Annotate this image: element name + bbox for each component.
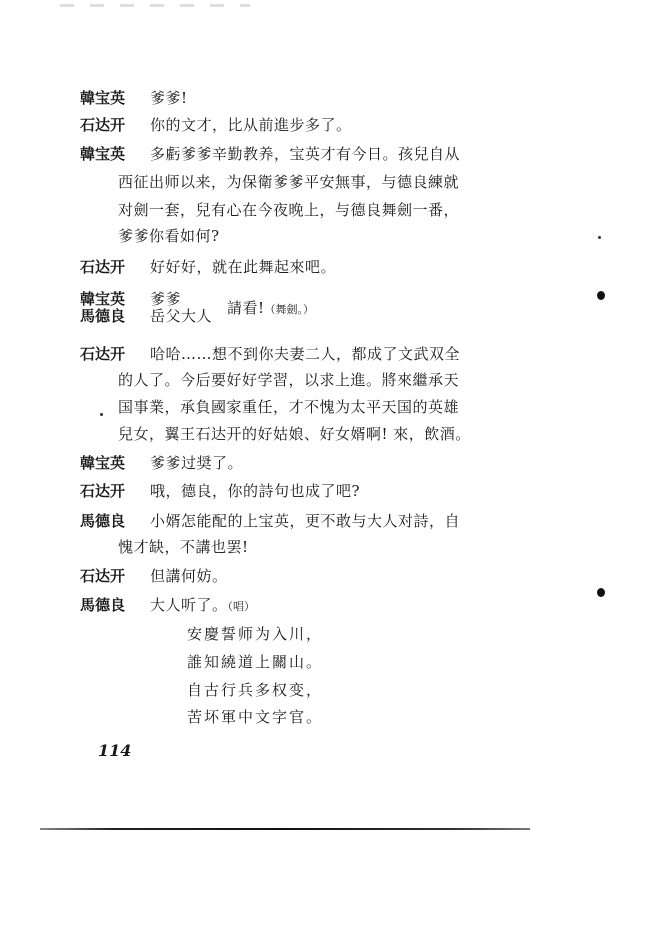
poem-text: 安慶誓师为入川， bbox=[187, 625, 324, 643]
continuation-text: 兒女，翼王石达开的好姑娘、好女婿啊! 來，飲酒。 bbox=[118, 425, 471, 443]
shared-text bbox=[227, 298, 314, 320]
dialogue-text: 岳父大人 bbox=[150, 307, 213, 325]
bottom-rule bbox=[40, 828, 530, 830]
binding-hole-mark bbox=[597, 588, 605, 597]
continuation-text: 爹爹你看如何? bbox=[118, 227, 220, 245]
continuation-text: 对劍一套，兒有心在今夜晚上，与德良舞劍一番， bbox=[118, 201, 460, 219]
shared-words: 請看! bbox=[227, 299, 265, 317]
speaker-name: 韓宝英 bbox=[80, 89, 126, 107]
stage-direction: （唱） bbox=[227, 600, 256, 613]
dialogue-text: 但講何妨。 bbox=[150, 567, 228, 585]
speaker-name: 石达开 bbox=[80, 258, 126, 276]
continuation-text: 国事業，承負國家重任，才不愧为太平天国的英雄 bbox=[118, 398, 460, 416]
dialogue-text: 爹爹 bbox=[150, 290, 182, 308]
continuation-text: 愧才缺，不講也罢! bbox=[118, 538, 249, 556]
speaker-name: 馬德良 bbox=[80, 596, 126, 614]
dialogue-text: 哈哈……想不到你夫妻二人，都成了文武双全 bbox=[150, 345, 461, 363]
poem-text: 誰知繞道上關山。 bbox=[187, 653, 324, 671]
continuation-text: 西征出师以来，为保衛爹爹平安無事，与德良練就 bbox=[118, 173, 460, 191]
dialogue-words: 大人听了。 bbox=[150, 596, 228, 614]
speaker-name: 石达开 bbox=[80, 567, 126, 585]
top-smudge bbox=[60, 4, 250, 7]
dialogue-text: 好好好，就在此舞起來吧。 bbox=[150, 258, 337, 276]
speaker-name: 石达开 bbox=[80, 345, 126, 363]
dialogue-text: 爹爹! bbox=[150, 89, 188, 107]
speaker-name: 韓宝英 bbox=[80, 145, 126, 163]
dialogue-text bbox=[150, 595, 255, 617]
poem-text: 自古行兵多权变， bbox=[187, 681, 324, 699]
continuation-text: 的人了。今后要好好学習，以求上進。將來繼承天 bbox=[118, 371, 460, 389]
dialogue-text: 爹爹过奨了。 bbox=[150, 454, 244, 472]
speaker-name: 馬德良 bbox=[80, 307, 126, 325]
binding-hole-mark bbox=[597, 291, 605, 300]
stage-direction: （舞劍。） bbox=[264, 303, 315, 316]
scan-speck bbox=[100, 413, 103, 416]
page-number: 114 bbox=[98, 741, 132, 760]
speaker-name: 韓宝英 bbox=[80, 454, 126, 472]
dialogue-text: 你的文才，比从前進步多了。 bbox=[150, 116, 352, 134]
speaker-name: 韓宝英 bbox=[80, 290, 126, 308]
dialogue-text: 多虧爹爹辛勤教养，宝英才有今日。孩兒自从 bbox=[150, 145, 461, 163]
speaker-name: 馬德良 bbox=[80, 512, 126, 530]
speaker-name: 石达开 bbox=[80, 116, 126, 134]
dialogue-text: 小婿怎能配的上宝英，更不敢与大人对詩，自 bbox=[150, 512, 461, 530]
poem-text: 苦坏軍中文字官。 bbox=[187, 708, 324, 726]
speaker-name: 石达开 bbox=[80, 482, 126, 500]
dialogue-text: 哦，德良，你的詩句也成了吧? bbox=[150, 482, 361, 500]
scan-speck bbox=[598, 236, 601, 239]
